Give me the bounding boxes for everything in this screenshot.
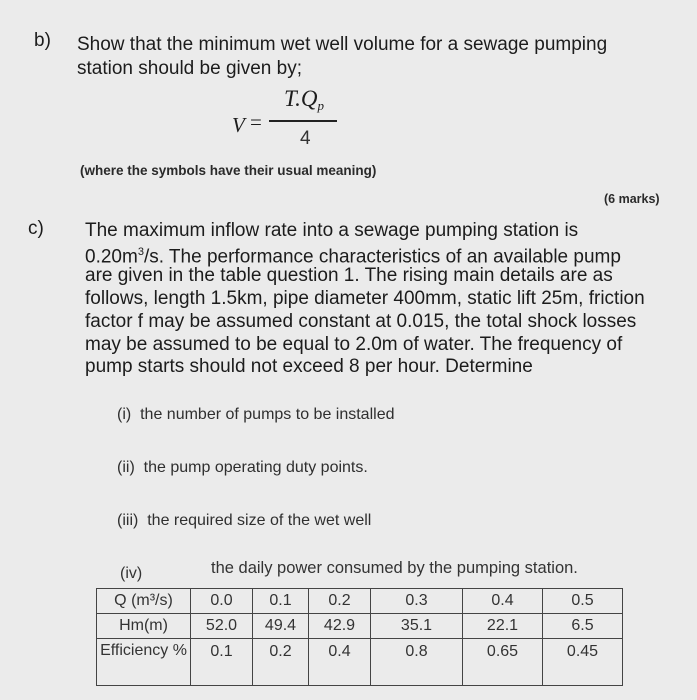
part-b-line-1: Show that the minimum wet well volume for a sewage pumping bbox=[77, 34, 608, 55]
item-iv-number: (iv) bbox=[120, 565, 143, 582]
item-i-number: (i) bbox=[117, 406, 132, 423]
item-iv-text: the daily power consumed by the pumping station. bbox=[211, 559, 578, 577]
table-cell: 0.2 bbox=[253, 639, 309, 686]
part-c-line-2-text: /s. The performance characteristics of an available pump bbox=[143, 246, 621, 268]
formula-numerator bbox=[284, 86, 324, 114]
table-row-head bbox=[97, 614, 623, 639]
table-cell: 0.8 bbox=[371, 639, 463, 686]
part-c-line-1: The maximum inflow rate into a sewage pumping station is bbox=[85, 220, 579, 241]
table-cell: 35.1 bbox=[371, 614, 463, 639]
table-row-flow bbox=[97, 589, 623, 614]
item-iii-number: (iii) bbox=[117, 512, 139, 529]
part-b-line-2: station should be given by; bbox=[77, 58, 302, 79]
part-b-note: (where the symbols have their usual meaning) bbox=[80, 163, 377, 178]
part-c-line-7: pump starts should not exceed 8 per hour. Determine bbox=[85, 356, 533, 377]
formula-numerator-main: T.Q bbox=[284, 86, 318, 111]
pump-characteristics-table bbox=[96, 588, 623, 686]
formula-lhs: V bbox=[232, 113, 245, 137]
inflow-superscript: 3 bbox=[137, 246, 144, 258]
table-cell: 6.5 bbox=[543, 614, 623, 639]
part-c-line-4: follows, length 1.5km, pipe diameter 400mm, static lift 25m, friction bbox=[85, 288, 645, 309]
table-cell: 0.4 bbox=[463, 589, 543, 614]
formula-numerator-subscript: p bbox=[317, 98, 324, 113]
item-i bbox=[117, 406, 394, 424]
table-cell: 49.4 bbox=[253, 614, 309, 639]
part-b-label: b) bbox=[34, 30, 51, 51]
table-cell: 42.9 bbox=[309, 614, 371, 639]
part-c-line-6: may be assumed to be equal to 2.0m of water. The frequency of bbox=[85, 334, 623, 355]
part-c-line-3: are given in the table question 1. The rising main details are as bbox=[85, 265, 613, 286]
table-cell: 0.5 bbox=[543, 589, 623, 614]
table-cell: 22.1 bbox=[463, 614, 543, 639]
table-cell: 0.65 bbox=[463, 639, 543, 686]
part-c-label: c) bbox=[28, 218, 44, 239]
formula-denominator: 4 bbox=[300, 128, 311, 149]
formula-equals: = bbox=[250, 110, 262, 134]
item-ii bbox=[117, 459, 368, 477]
table-row-efficiency bbox=[97, 639, 623, 686]
inflow-value: 0.20m bbox=[85, 246, 138, 268]
table-cell: 0.4 bbox=[309, 639, 371, 686]
item-ii-text: the pump operating duty points. bbox=[143, 459, 368, 476]
item-iii-text: the required size of the wet well bbox=[147, 512, 372, 529]
item-i-text: the number of pumps to be installed bbox=[140, 406, 395, 423]
table-cell: 0.0 bbox=[191, 589, 253, 614]
row-header-head: Hm(m) bbox=[97, 614, 191, 639]
table-cell: 0.45 bbox=[543, 639, 623, 686]
item-iii bbox=[117, 512, 371, 530]
row-header-flow: Q (m³/s) bbox=[97, 589, 191, 614]
item-ii-number: (ii) bbox=[117, 459, 135, 476]
table-cell: 0.1 bbox=[253, 589, 309, 614]
table-cell: 0.1 bbox=[191, 639, 253, 686]
table-cell: 0.2 bbox=[309, 589, 371, 614]
part-c-line-5: factor f may be assumed constant at 0.015, the total shock losses bbox=[85, 311, 637, 332]
part-b-marks: (6 marks) bbox=[604, 192, 660, 206]
table-cell: 0.3 bbox=[371, 589, 463, 614]
row-header-efficiency: Efficiency % bbox=[97, 639, 191, 686]
table-cell: 52.0 bbox=[191, 614, 253, 639]
formula-fraction-line bbox=[269, 120, 337, 122]
